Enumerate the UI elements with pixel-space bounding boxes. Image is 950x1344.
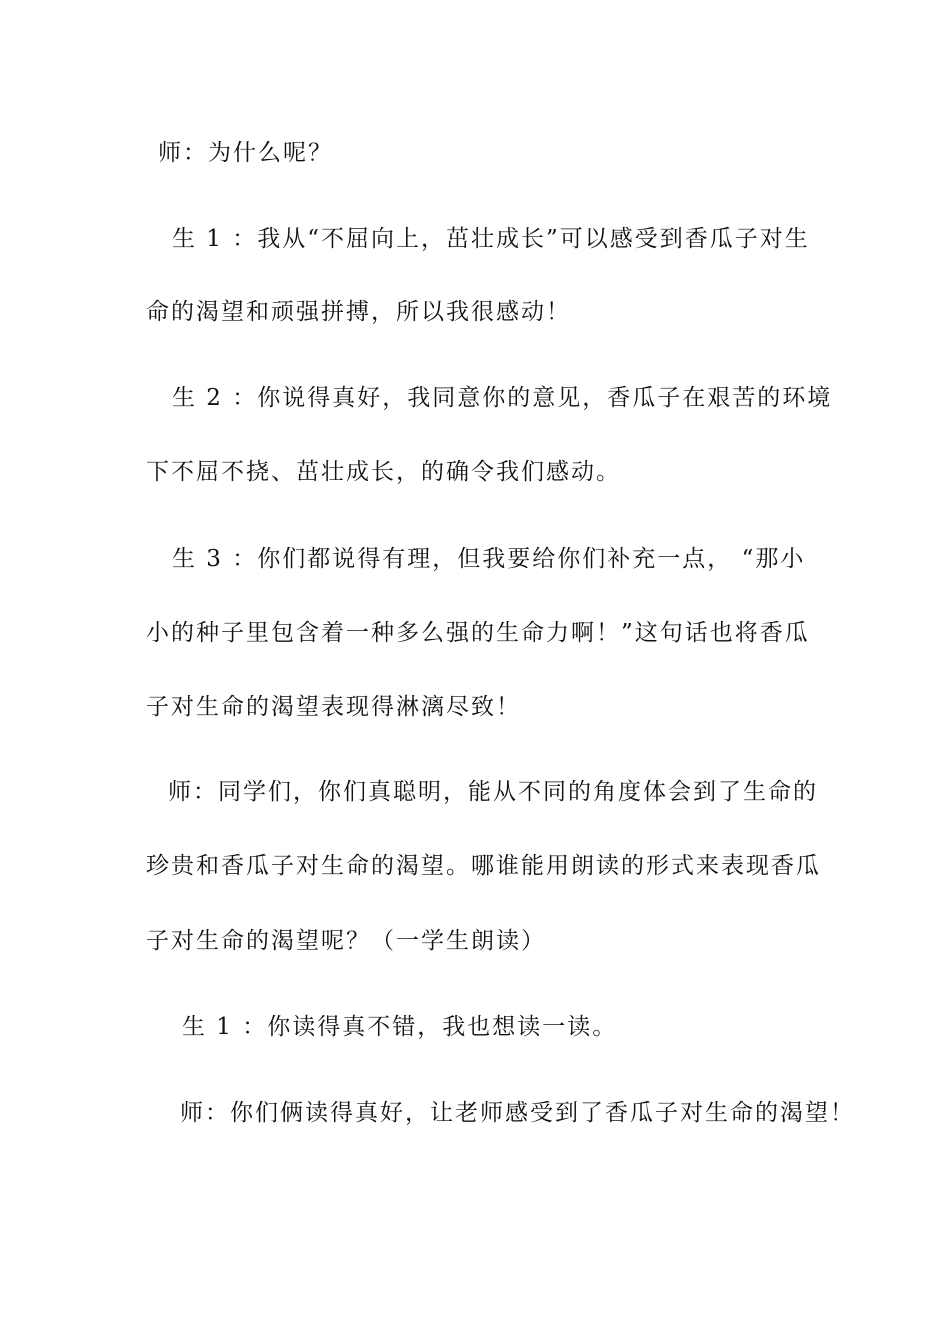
text-line: 生 1 ：你读得真不错，我也想读一读。 [182, 1014, 618, 1040]
text-line: 命的渴望和顽强拼搏，所以我很感动！ [146, 299, 571, 325]
text-line: 小的种子里包含着一种多么强的生命力啊！”这句话也将香瓜 [146, 620, 810, 646]
text-line: 生 2 ：你说得真好，我同意你的意见，香瓜子在艰苦的环境 [172, 385, 833, 411]
text-line: 下不屈不挠、茁壮成长，的确令我们感动。 [146, 459, 621, 485]
text-line: 师：同学们，你们真聪明，能从不同的角度体会到了生命的 [168, 779, 818, 805]
text-line: 师：你们俩读得真好，让老师感受到了香瓜子对生命的渴望！ [180, 1100, 855, 1126]
text-line: 生 3 ：你们都说得有理，但我要给你们补充一点， “那小 [172, 546, 806, 572]
text-line: 生 1 ：我从“不屈向上，茁壮成长”可以感受到香瓜子对生 [172, 226, 810, 252]
text-line: 珍贵和香瓜子对生命的渴望。哪谁能用朗读的形式来表现香瓜 [146, 853, 821, 879]
text-line: 子对生命的渴望表现得淋漓尽致！ [146, 694, 521, 720]
text-line: 师：为什么呢？ [158, 140, 333, 166]
text-line: 子对生命的渴望呢？（一学生朗读） [146, 928, 546, 954]
